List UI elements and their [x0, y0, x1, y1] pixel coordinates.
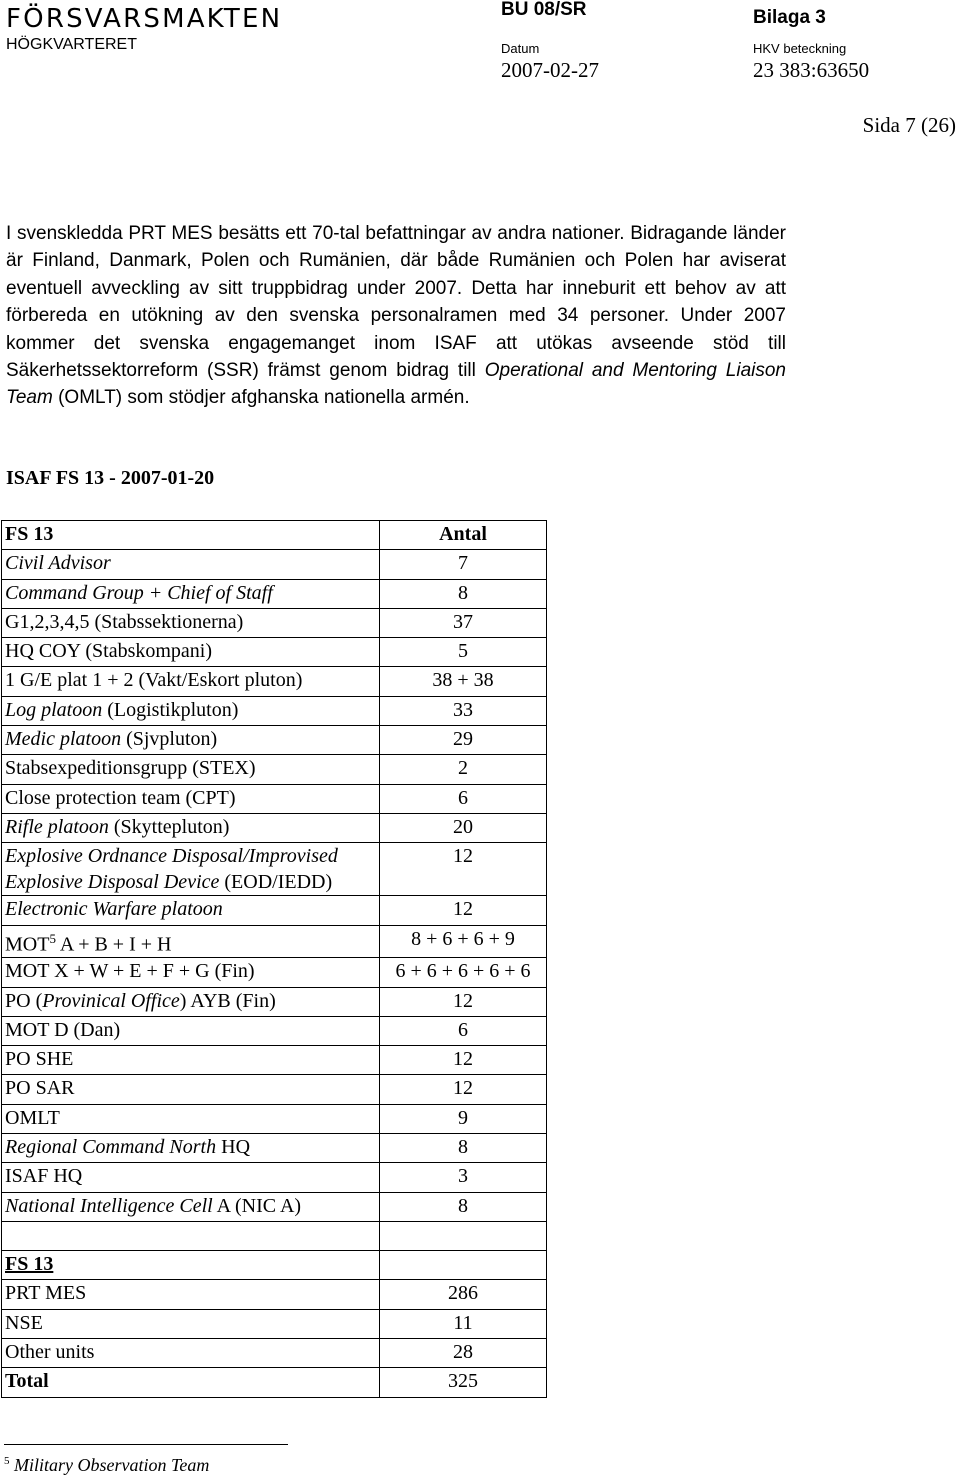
row-count: 37 [380, 608, 547, 637]
footnote [4, 1455, 209, 1476]
table-row [2, 813, 547, 842]
table-row [2, 1192, 547, 1221]
org-unit: HÖGKVARTERET [6, 36, 137, 53]
row-label: A + B + I + H [55, 933, 172, 956]
table-row [2, 784, 547, 813]
table-row [2, 987, 547, 1016]
row-label-italic: Regional Command North [5, 1136, 217, 1158]
row-label-italic: Rifle platoon [5, 815, 109, 838]
row-count: 12 [380, 1046, 547, 1075]
row-count: 33 [380, 696, 547, 725]
reference-number: 23 383:63650 [753, 58, 870, 82]
row-count: 5 [380, 638, 547, 667]
row-count: 12 [380, 987, 547, 1016]
total-label: Total [2, 1368, 380, 1397]
document-id: BU 08/SR [501, 0, 587, 20]
row-label: OMLT [2, 1104, 380, 1133]
table-row [2, 958, 547, 987]
row-count: 6 + 6 + 6 + 6 + 6 [380, 958, 547, 987]
body-text-italic: Operational and Mentoring Liaison Team [6, 360, 786, 409]
personnel-table [1, 520, 547, 1398]
row-label: (Sjvpluton) [121, 728, 218, 751]
summary-count: 286 [380, 1280, 547, 1309]
table-row [2, 638, 547, 667]
table-row [2, 1046, 547, 1075]
row-label: A (NIC A) [212, 1194, 302, 1217]
table-row [2, 1163, 547, 1192]
section-title: ISAF FS 13 - 2007-01-20 [6, 467, 215, 489]
row-count: 29 [380, 726, 547, 755]
row-count: 8 [380, 579, 547, 608]
header-count: Antal [380, 521, 547, 550]
row-count: 9 [380, 1104, 547, 1133]
footnote-separator [4, 1444, 288, 1445]
row-label: (Skyttepluton) [108, 815, 230, 838]
summary-header: FS 13 [2, 1251, 380, 1280]
date-label: Datum [501, 41, 540, 56]
row-count: 8 [380, 1192, 547, 1221]
footnote-number: 5 [4, 1455, 10, 1467]
row-count: 12 [380, 1075, 547, 1104]
row-label: PO SHE [2, 1046, 380, 1075]
table-row [2, 1104, 547, 1133]
row-label: Stabsexpeditionsgrupp (STEX) [2, 755, 380, 784]
row-label-italic: Civil Advisor [5, 552, 111, 575]
row-count: 3 [380, 1163, 547, 1192]
row-label: PO SAR [2, 1075, 380, 1104]
body-text-part: I svenskledda PRT MES besätts ett 70-tal befattningar av andra nationer. Bidragande länder är Finland, Danmark, Polen och Rumänien, där både Rumänien och Polen har aviserat eventuell avveckling av sitt truppbidrag under 2007. Detta har inneburit ett behov av att förbereda en utökning av den svenska personalramen med 34 personer. Under 2007 kommer det svenska engagemanget inom ISAF att utökas avseende stöd till Säkerhetssektorreform (SSR) främst genom bidrag till [6, 223, 786, 382]
summary-label: PRT MES [2, 1280, 380, 1309]
body-paragraph [6, 220, 786, 412]
page-number: Sida 7 (26) [862, 113, 956, 137]
row-label: MOT D (Dan) [2, 1016, 380, 1045]
table-row [2, 696, 547, 725]
row-count: 8 [380, 1134, 547, 1163]
total-count: 325 [380, 1368, 547, 1397]
table-row [2, 726, 547, 755]
summary-row [2, 1280, 547, 1309]
row-label: MOT X + W + E + F + G (Fin) [2, 958, 380, 987]
summary-header-row [2, 1251, 547, 1280]
footnote-ref: 5 [49, 930, 56, 946]
row-label: (EOD/IEDD) [219, 871, 333, 894]
table-row [2, 1016, 547, 1045]
row-label: MOT [5, 933, 50, 956]
footnote-text: Military Observation Team [14, 1455, 210, 1475]
table-row [2, 608, 547, 637]
table-row [2, 755, 547, 784]
summary-label: NSE [2, 1309, 380, 1338]
table-row [2, 550, 547, 579]
row-count: 12 [380, 843, 547, 896]
summary-row [2, 1339, 547, 1368]
row-count: 6 [380, 1016, 547, 1045]
row-label: HQ COY (Stabskompani) [2, 638, 380, 667]
summary-count: 11 [380, 1309, 547, 1338]
row-label-italic: Medic platoon [5, 728, 122, 751]
row-label: ISAF HQ [2, 1163, 380, 1192]
row-label-italic: Provinical Office [42, 989, 180, 1012]
summary-label: Other units [2, 1339, 380, 1368]
table-row [2, 843, 547, 896]
row-count: 12 [380, 896, 547, 925]
row-label-italic: Electronic Warfare platoon [5, 898, 223, 921]
row-label-italic: Command Group + Chief of Staff [5, 581, 273, 604]
table-row [2, 1075, 547, 1104]
row-count: 7 [380, 550, 547, 579]
table-row [2, 925, 547, 958]
row-label: HQ [216, 1136, 251, 1158]
header-unit: FS 13 [2, 521, 380, 550]
row-label-italic: Log platoon [5, 698, 103, 721]
row-count: 6 [380, 784, 547, 813]
table-row [2, 667, 547, 696]
row-count: 20 [380, 813, 547, 842]
org-name: FÖRSVARSMAKTEN [6, 4, 283, 34]
body-text-part: (OMLT) som stödjer afghanska nationella armén. [52, 387, 470, 409]
attachment-label: Bilaga 3 [753, 7, 826, 28]
summary-row [2, 1309, 547, 1338]
table-spacer-row [2, 1221, 547, 1250]
table-row [2, 579, 547, 608]
row-label-italic: Explosive Ordnance Disposal/Improvised Explosive Disposal Device [5, 845, 338, 894]
row-label: G1,2,3,4,5 (Stabssektionerna) [2, 608, 380, 637]
row-label: 1 G/E plat 1 + 2 (Vakt/Eskort pluton) [2, 667, 380, 696]
row-label-italic: National Intelligence Cell [5, 1194, 213, 1217]
table-row [2, 896, 547, 925]
row-count: 2 [380, 755, 547, 784]
summary-count: 28 [380, 1339, 547, 1368]
row-count: 8 + 6 + 6 + 9 [380, 925, 547, 958]
document-date: 2007-02-27 [501, 58, 599, 82]
row-label: Close protection team (CPT) [2, 784, 380, 813]
reference-label: HKV beteckning [753, 41, 847, 56]
table-row [2, 1134, 547, 1163]
table-header-row [2, 521, 547, 550]
row-label: PO ( [5, 989, 43, 1012]
row-count: 38 + 38 [380, 667, 547, 696]
total-row [2, 1368, 547, 1397]
row-label: (Logistikpluton) [102, 698, 239, 721]
row-label: ) AYB (Fin) [179, 989, 276, 1012]
